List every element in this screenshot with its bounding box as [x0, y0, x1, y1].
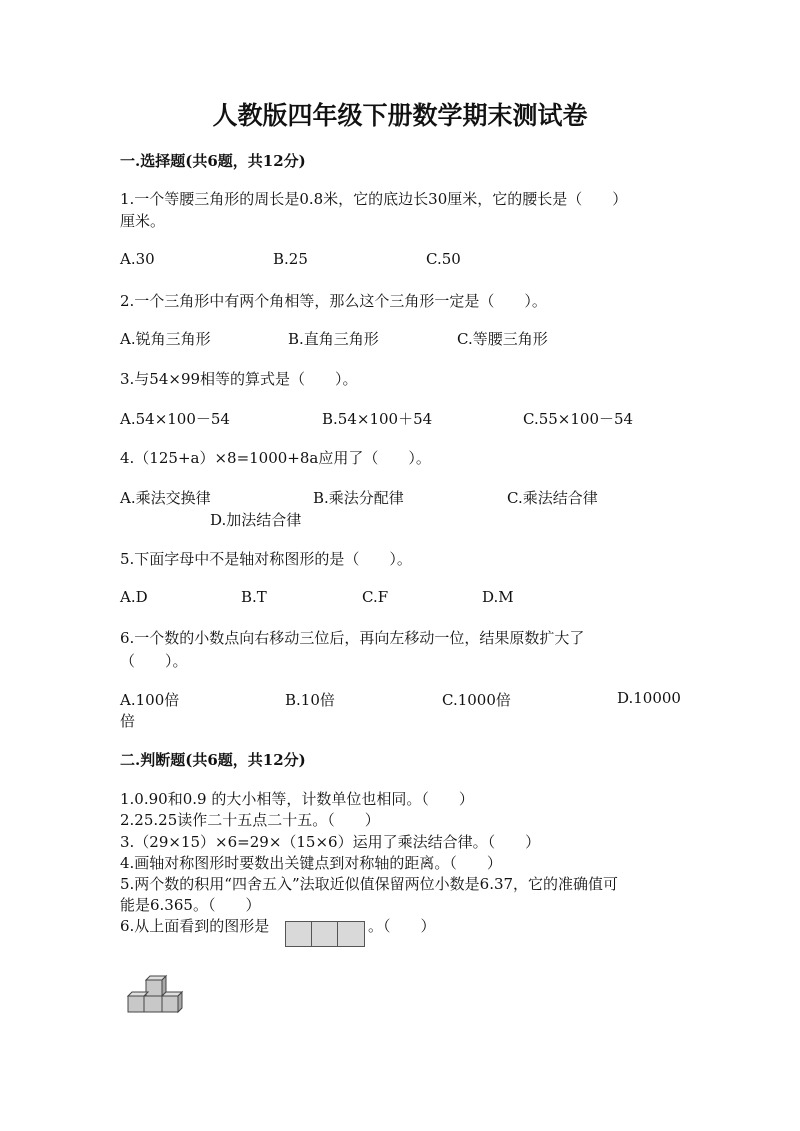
question-5-option-b[interactable]: B.T: [241, 588, 267, 606]
question-4-option-b[interactable]: B.乘法分配律: [313, 489, 404, 507]
section-heading-judgment: 二.判断题(共6题，共12分): [120, 751, 306, 769]
judgment-item-6-suffix: 。（ ）: [368, 917, 436, 935]
question-2-option-c[interactable]: C.等腰三角形: [457, 330, 548, 348]
section-heading-choice: 一.选择题(共6题，共12分): [120, 152, 306, 170]
question-1-option-c[interactable]: C.50: [426, 250, 461, 268]
question-2-option-a[interactable]: A.锐角三角形: [120, 330, 211, 348]
question-1-line1: 1.一个等腰三角形的周长是0.8米，它的底边长30厘米，它的腰长是（ ）: [120, 190, 628, 208]
question-1-line2: 厘米。: [120, 212, 166, 230]
question-2-text: 2.一个三角形中有两个角相等，那么这个三角形一定是（ ）。: [120, 292, 547, 310]
question-5-text: 5.下面字母中不是轴对称图形的是（ ）。: [120, 550, 412, 568]
question-4-option-a[interactable]: A.乘法交换律: [120, 489, 211, 507]
judgment-item-1: 1.0.90和0.9 的大小相等，计数单位也相同。（ ）: [120, 790, 474, 808]
question-5-option-a[interactable]: A.D: [120, 588, 148, 606]
question-6-option-d[interactable]: D.10000: [617, 689, 681, 707]
question-5-option-c[interactable]: C.F: [362, 588, 389, 606]
top-view-figure: [285, 921, 365, 947]
question-3-option-b[interactable]: B.54×100＋54: [322, 410, 433, 428]
top-view-square: [312, 922, 338, 946]
top-view-square: [338, 922, 364, 946]
question-6-option-b[interactable]: B.10倍: [285, 691, 335, 709]
judgment-item-2: 2.25.25读作二十五点二十五。（ ）: [120, 811, 380, 829]
question-4-option-d[interactable]: D.加法结合律: [210, 511, 302, 529]
question-4-option-c[interactable]: C.乘法结合律: [507, 489, 598, 507]
question-6-option-c[interactable]: C.1000倍: [442, 691, 511, 709]
question-1-option-b[interactable]: B.25: [273, 250, 308, 268]
stacked-cubes-figure: [124, 974, 190, 1014]
question-6-option-d-wrap: 倍: [120, 712, 136, 730]
question-5-option-d[interactable]: D.M: [482, 588, 514, 606]
judgment-item-6-text: 6.从上面看到的图形是: [120, 917, 270, 935]
question-1-option-a[interactable]: A.30: [120, 250, 155, 268]
question-6-line1: 6.一个数的小数点向右移动三位后，再向左移动一位，结果原数扩大了: [120, 629, 585, 647]
question-6-line2: （ ）。: [120, 652, 188, 670]
judgment-item-4: 4.画轴对称图形时要数出关键点到对称轴的距离。（ ）: [120, 854, 502, 872]
top-view-square: [286, 922, 312, 946]
judgment-item-5-line2: 能是6.365。（ ）: [120, 896, 261, 914]
question-3-option-a[interactable]: A.54×100－54: [120, 410, 230, 428]
question-3-text: 3.与54×99相等的算式是（ ）。: [120, 370, 358, 388]
page-title: 人教版四年级下册数学期末测试卷: [212, 101, 588, 130]
judgment-item-5-line1: 5.两个数的积用“四舍五入”法取近似值保留两位小数是6.37，它的准确值可: [120, 875, 619, 893]
question-3-option-c[interactable]: C.55×100－54: [523, 410, 634, 428]
question-2-option-b[interactable]: B.直角三角形: [288, 330, 379, 348]
judgment-item-3: 3.（29×15）×6=29×（15×6）运用了乘法结合律。（ ）: [120, 833, 541, 851]
question-6-option-a[interactable]: A.100倍: [120, 691, 180, 709]
question-4-text: 4.（125+a）×8=1000+8a应用了（ ）。: [120, 449, 431, 467]
